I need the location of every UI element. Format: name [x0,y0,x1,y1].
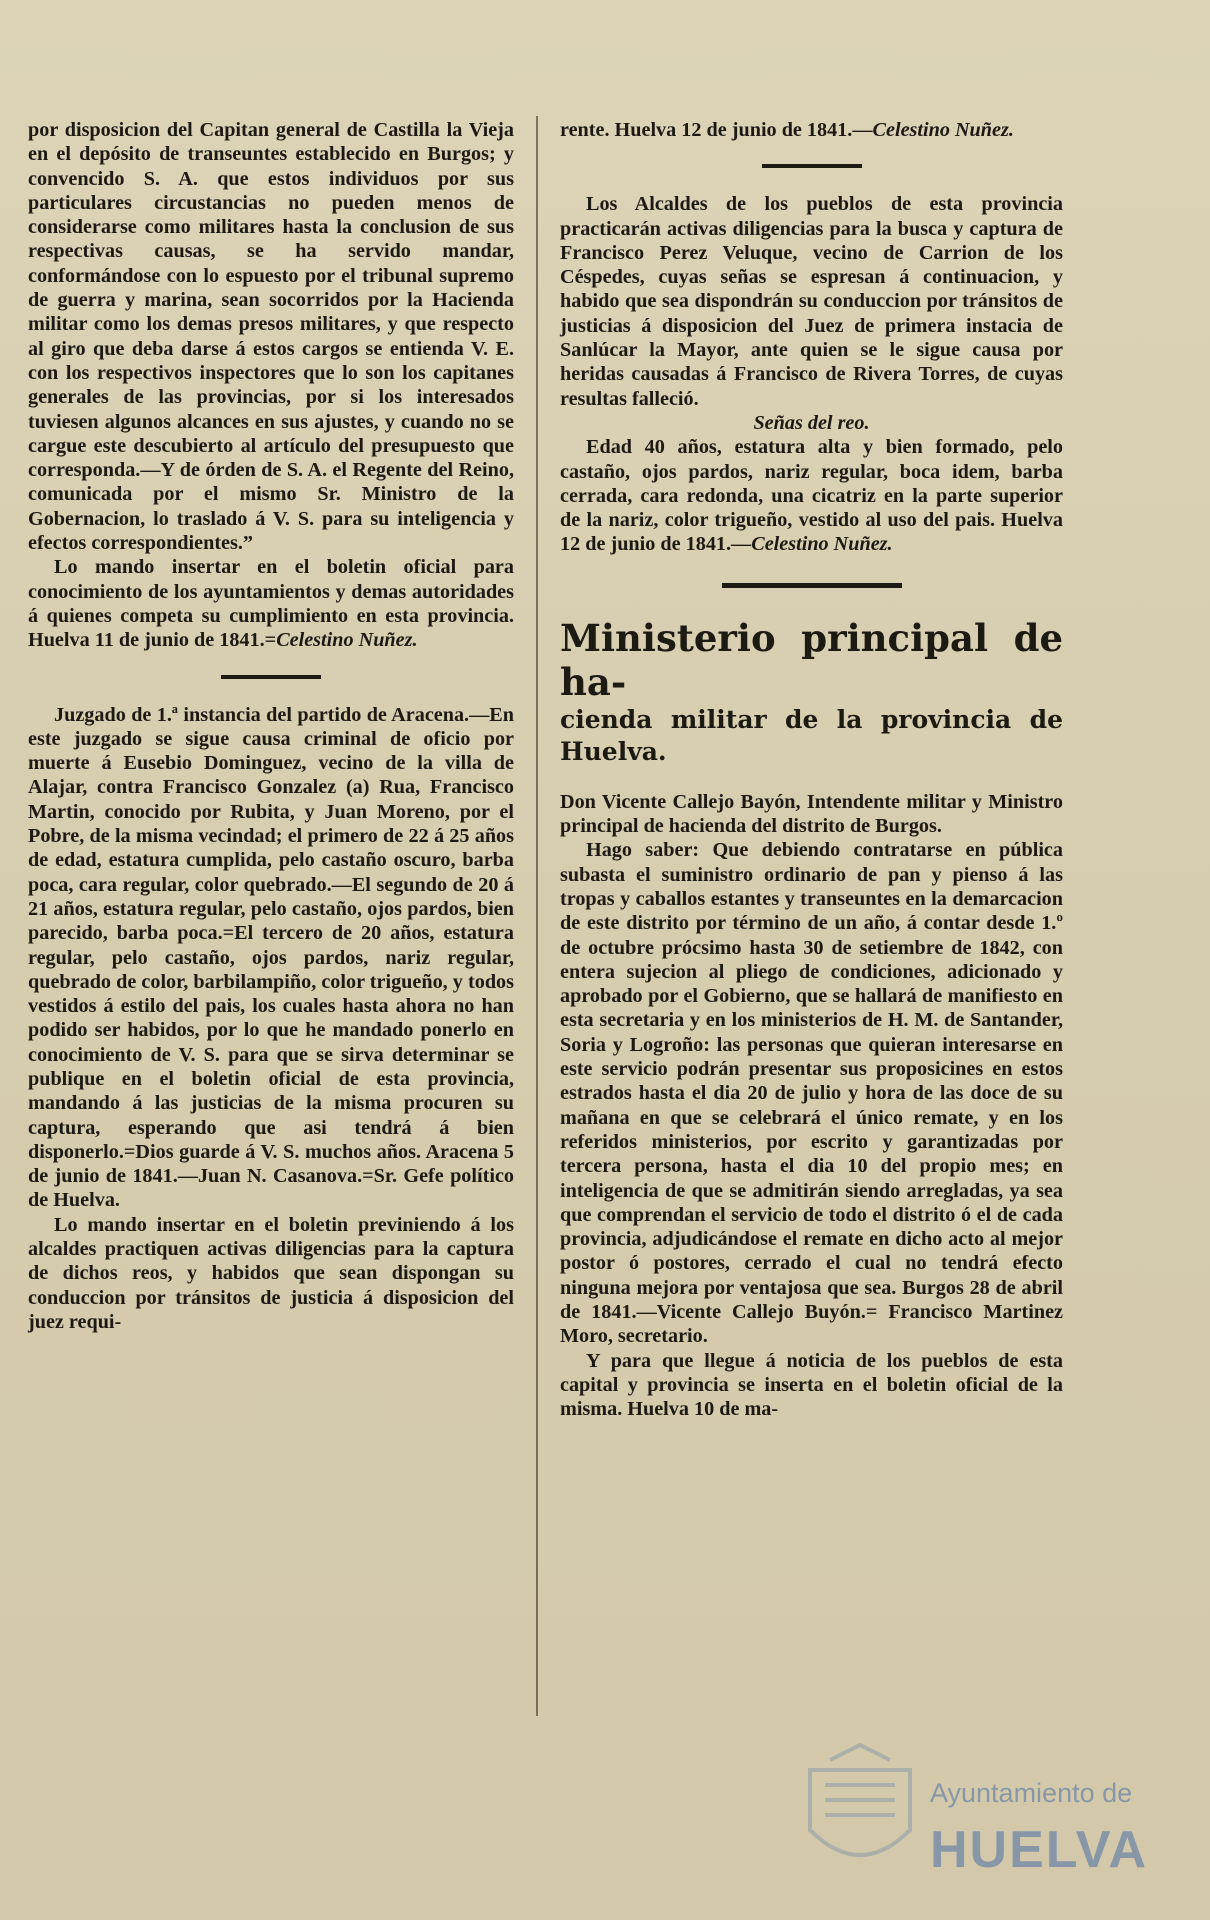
right-paragraph-3-signature: Celestino Nuñez. [751,533,893,556]
senas-heading: Señas del reo. [753,411,870,434]
right-paragraph-2: Los Alcaldes de los pueblos de esta provincia practicarán activas diligencias para la busca y captura de Francisco Perez Veluque, vecino de Carrion de los Céspedes, cuyas señas se espresan á continuacion, y habido que sea dispondrán su conduccion por tránsitos de justicias á disposicion del Juez de primera instacia de Sanlúcar la Mayor, ante quien se le sigue causa por heridas causadas á Francisco de Rivera Torres, de cuyas resultas falleció. [560,193,1063,410]
right-column [560,118,1063,1421]
right-paragraph-6: Y para que llegue á noticia de los pueblos de esta capital y provincia se inserta en el boletin oficial de la misma. Huelva 10 de ma- [560,1349,1063,1421]
section-heading [560,616,1063,768]
section-divider [762,164,862,168]
left-paragraph-2 [28,555,514,652]
section-heading-line-2: cienda militar de la provincia de Huelva. [560,704,1063,766]
right-paragraph-3 [560,435,1063,556]
column-divider [536,116,538,1716]
left-paragraph-4: Lo mando insertar en el boletin previniendo á los alcaldes practiquen activas diligencias para la captura de dichos reos, y habidos que sean dispongan su conduccion por tránsitos de justicia á disposicion del juez requi- [28,1213,514,1333]
right-paragraph-1 [560,118,1063,142]
right-paragraph-1-text: rente. Huelva 12 de junio de 1841.— [560,119,873,141]
left-paragraph-2-text: Lo mando insertar en el boletin oficial para conocimiento de los ayuntamientos y demas autoridades á quienes competa su cumplimiento en esta provincia. Huelva 11 de junio de 1841.= [28,556,514,652]
watermark-line-1: Ayuntamiento de [930,1778,1133,1808]
right-paragraph-4: Don Vicente Callejo Bayón, Intendente militar y Ministro principal de hacienda del distrito de Burgos. [560,790,1063,838]
right-paragraph-3-text: Edad 40 años, estatura alta y bien formado, pelo castaño, ojos pardos, nariz regular, boca idem, barba cerrada, cara redonda, una cicatriz en la parte superior de la nariz, color trigueño, vestido al uso del pais. Huelva 12 de junio de 1841.— [560,436,1063,556]
left-column [28,118,514,1334]
watermark-line-2: HUELVA [930,1821,1149,1879]
left-paragraph-2-signature: Celestino Nuñez. [276,629,418,652]
right-paragraph-5: Hago saber: Que debiendo contratarse en pública subasta el suministro ordinario de pan y pienso á las tropas y caballos estantes y transeuntes en la demarcacion de este distrito por término de un año, á contar desde 1.º de octubre prócsimo hasta 30 de setiembre de 1842, con entera sujecion al pliego de condiciones, adicionado y aprobado por el Gobierno, que se hallará de manifiesto en esta secretaria y en los ministerios de H. M. de Santander, Soria y Logroño: las personas que quieran interesarse en este servicio podrán presentar sus proposicines en estos estrados hasta el dia 20 de julio y hora de las doce de su mañana en que se celebrará el único remate, y en los referidos ministerios, por escrito y garantizadas por tercera persona, hasta el dia 10 del propio mes; en inteligencia de que se admitirán siendo arregladas, ya sea que comprendan el servicio de todo el distrito ó el de cada provincia, adjudicándose el remate en dicho acto al mejor postor ó postores, cerrado el cual no tendrá efecto ninguna mejora por ventajosa que sea. Burgos 28 de abril de 1841.—Vicente Callejo Buyón.= Francisco Martinez Moro, secretario. [560,839,1063,1348]
left-paragraph-1: por disposicion del Capitan general de Castilla la Vieja en el depósito de transeuntes establecido en Burgos; y convencido S. A. que estos individuos por sus particulares circustancias no pueden menos de considerarse como militares hasta la conclusion de sus respectivas causas, se ha servido mandar, conformándose con lo espuesto por el tribunal supremo de guerra y marina, sean socorridos por la Hacienda militar como los demas presos militares, y que respecto al giro que deba darse á estos cargos se entienda V. E. con los respectivos inspectores que lo son los capitanes generales de las provincias, por si los interesados tuviesen algunos alcances en sus ajustes, y cuando no se cargue este descubierto al artículo del presupuesto que corresponda.—Y de órden de S. A. el Regente del Reino, comunicada por el mismo Sr. Ministro de la Gobernacion, lo traslado á V. S. para su inteligencia y efectos correspondientes.” [28,119,514,555]
section-divider [221,675,321,679]
right-paragraph-1-signature: Celestino Nuñez. [872,119,1014,141]
section-heading-line-1: Ministerio principal de ha- [560,615,1063,704]
section-divider-long [722,583,902,588]
left-paragraph-3: Juzgado de 1.ª instancia del partido de Aracena.—En este juzgado se sigue causa criminal de oficio por muerte á Eusebio Dominguez, vecino de la villa de Alajar, contra Francisco Gonzalez (a) Rua, Francisco Martin, conocido por Rubita, y Juan Moreno, por el Pobre, de la misma vecindad; el primero de 22 á 25 años de edad, estatura cumplida, pelo castaño oscuro, barba poca, cara regular, color quebrado.—El segundo de 20 á 21 años, estatura regular, pelo castaño, ojos pardos, bien parecido, barba poca.=El tercero de 20 años, estatura regular, pelo castaño, ojos pardos, nariz regular, quebrado de color, barbilampiño, color trigueño, y todos vestidos á estilo del pais, los cuales hasta ahora no han podido ser habidos, por lo que he mandado ponerlo en conocimiento de V. S. para que se sirva determinar se publique en el boletin oficial de esta provincia, mandando á las justicias de la misma procuren su captura, esperando que asi tendrá á bien disponerlo.=Dios guarde á V. S. muchos años. Aracena 5 de junio de 1841.—Juan N. Casanova.=Sr. Gefe político de Huelva. [28,703,514,1212]
